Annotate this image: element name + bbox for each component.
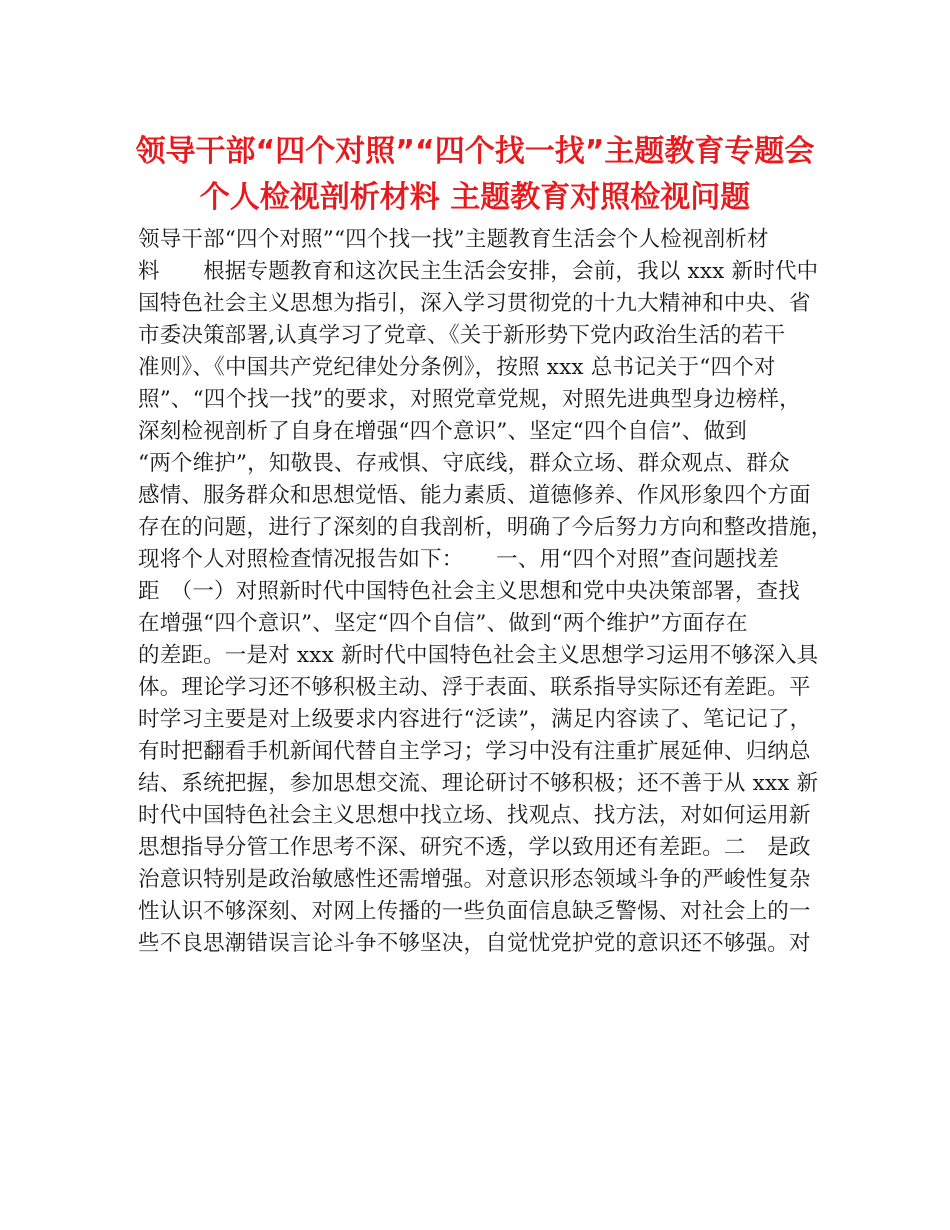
body-line: 在增强“四个意识”、坚定“四个自信”、做到“两个维护”方面存在 bbox=[138, 611, 748, 636]
body-line: 感情、服务群众和思想觉悟、能力素质、道德修养、作风形象四个方面 bbox=[138, 483, 811, 508]
body-line: 料 根据专题教育和这次民主生活会安排，会前，我以 xxx 新时代中 bbox=[138, 259, 819, 284]
body-line: 结、系统把握，参加思想交流、理论研讨不够积极；还不善于从 xxx 新 bbox=[138, 771, 819, 796]
body-line: 准则》、《中国共产党纪律处分条例》，按照 xxx 总书记关于“四个对 bbox=[138, 355, 776, 380]
body-line: 有时把翻看手机新闻代替自主学习；学习中没有注重扩展延伸、归纳总 bbox=[138, 739, 811, 764]
body-line: 时学习主要是对上级要求内容进行“泛读”，满足内容读了、笔记记了， bbox=[138, 707, 812, 732]
body-line: “两个维护”，知敬畏、存戒惧、守底线，群众立场、群众观点、群众 bbox=[138, 451, 790, 476]
body-line: 的差距。一是对 xxx 新时代中国特色社会主义思想学习运用不够深入具 bbox=[138, 643, 819, 668]
body-line: 距 （一）对照新时代中国特色社会主义思想和党中央决策部署，查找 bbox=[138, 579, 800, 604]
body-line: 现将个人对照检查情况报告如下： 一、用“四个对照”查问题找差 bbox=[138, 547, 779, 572]
body-line: 照”、“四个找一找”的要求，对照党章党规，对照先进典型身边榜样， bbox=[138, 387, 801, 412]
body-line: 存在的问题，进行了深刻的自我剖析，明确了今后努力方向和整改措施， bbox=[138, 515, 833, 540]
body-line: 市委决策部署,认真学习了党章、《关于新形势下党内政治生活的若干 bbox=[138, 323, 786, 348]
document-title-line-1: 领导干部“四个对照”“四个找一找”主题教育专题会 bbox=[135, 134, 815, 169]
body-line: 治意识特别是政治敏感性还需增强。对意识形态领域斗争的严峻性复杂 bbox=[138, 867, 811, 892]
body-line: 时代中国特色社会主义思想中找立场、找观点、找方法，对如何运用新 bbox=[138, 803, 811, 828]
body-line: 思想指导分管工作思考不深、研究不透，学以致用还有差距。二 是政 bbox=[138, 835, 811, 860]
document-title-line-2: 个人检视剖析材料 主题教育对照检视问题 bbox=[199, 180, 751, 215]
body-line: 领导干部“四个对照”“四个找一找”主题教育生活会个人检视剖析材 bbox=[138, 227, 769, 252]
body-line: 些不良思潮错误言论斗争不够坚决，自觉忧党护党的意识还不够强。对 bbox=[138, 931, 811, 956]
body-line: 体。理论学习还不够积极主动、浮于表面、联系指导实际还有差距。平 bbox=[138, 675, 811, 700]
body-line: 国特色社会主义思想为指引，深入学习贯彻党的十九大精神和中央、省 bbox=[138, 291, 811, 316]
body-line: 深刻检视剖析了自身在增强“四个意识”、坚定“四个自信”、做到 bbox=[138, 419, 747, 444]
document-body bbox=[138, 224, 833, 960]
body-line: 性认识不够深刻、对网上传播的一些负面信息缺乏警惕、对社会上的一 bbox=[138, 899, 811, 924]
